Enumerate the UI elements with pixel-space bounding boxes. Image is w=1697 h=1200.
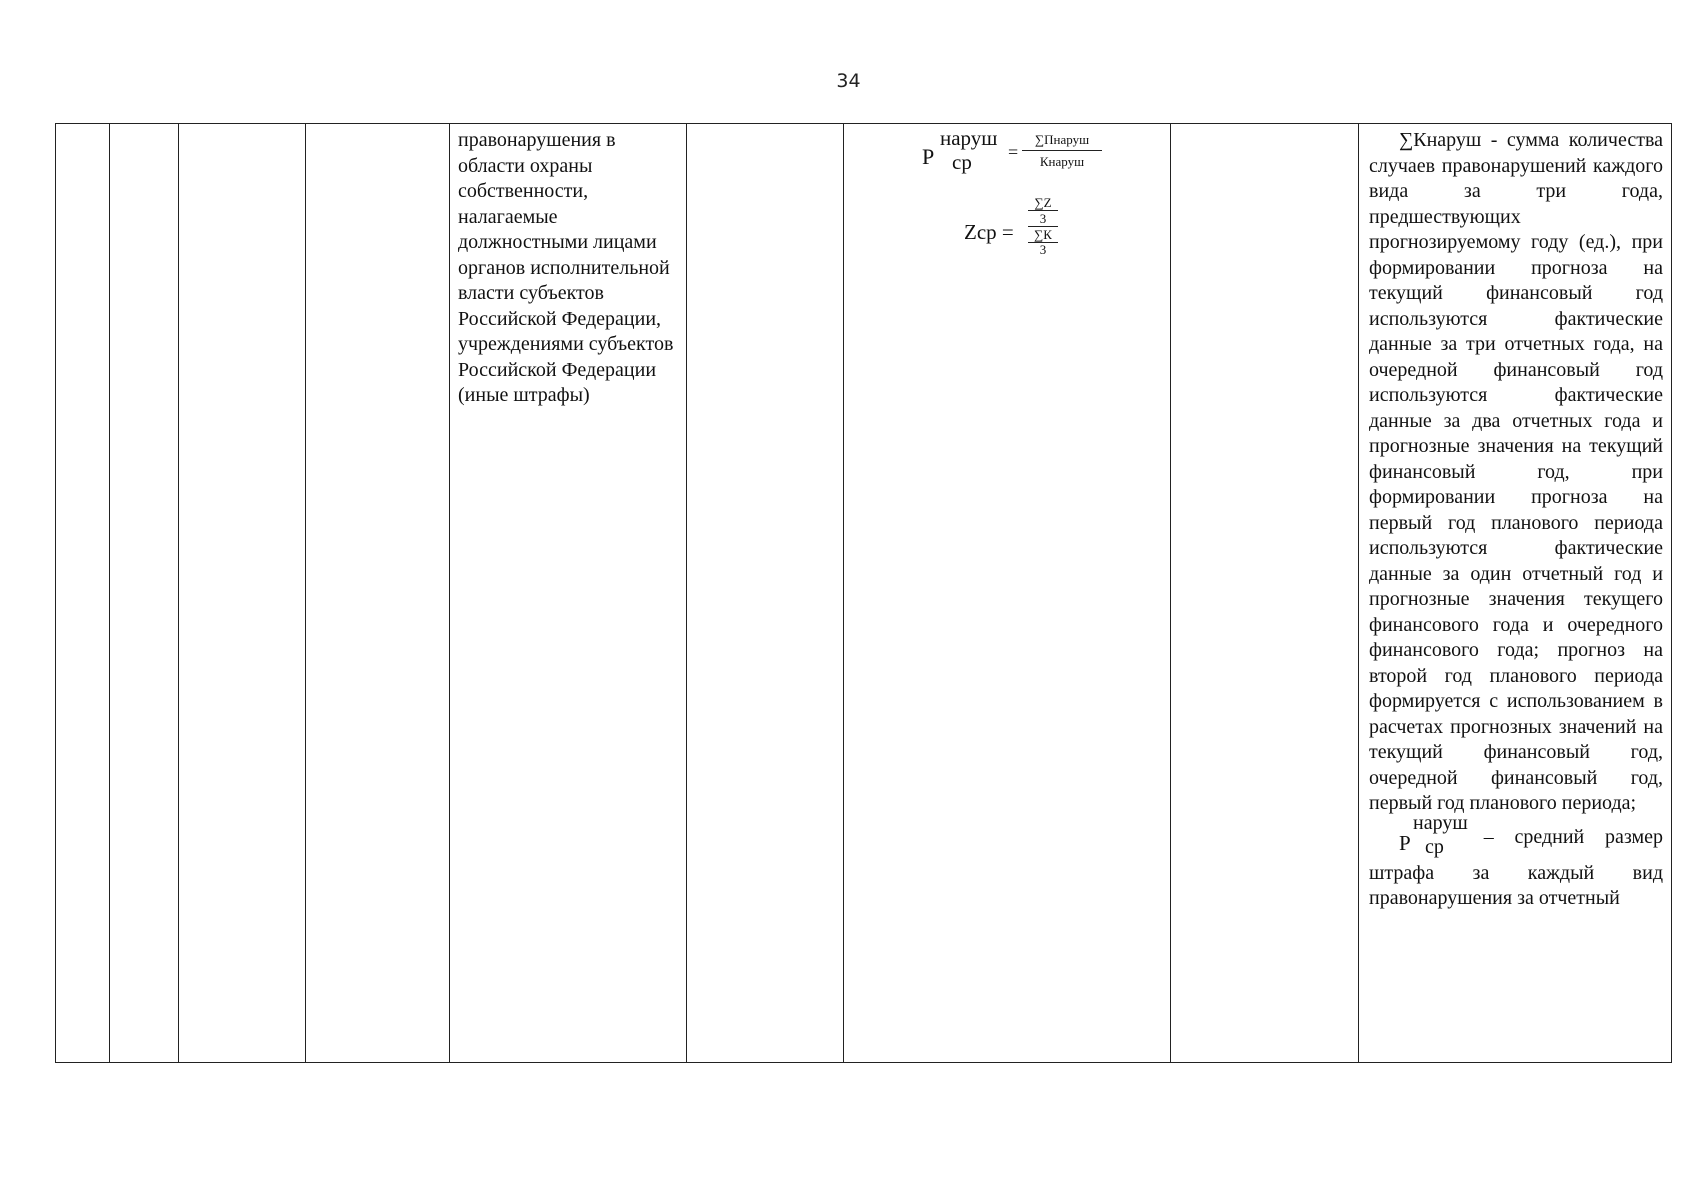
description-paragraph-2-text: – средний размер штрафа за каждый вид правонарушения за отчетный xyxy=(1369,825,1663,909)
page-number: 34 xyxy=(836,70,861,92)
revenue-description: правонарушения в области охраны собственности, налагаемые должностными лицами органов исполнительной власти субъектов Российской Федерации, учреждениями субъектов Российской Федерации (иные штрафы) xyxy=(458,129,674,406)
formula2-top-numerator: ∑Z xyxy=(1028,196,1058,211)
formula2-label: Zср = xyxy=(964,220,1014,244)
average-fine-symbol: Р наруш ср xyxy=(1399,811,1468,858)
formula-cell xyxy=(844,124,1171,1063)
variables-description xyxy=(1359,124,1671,912)
formula1-numerator: ∑Пнаруш xyxy=(1022,132,1102,151)
formula1-superscript: наруш xyxy=(940,126,998,150)
table-cell-col1 xyxy=(56,124,110,1063)
table-cell-col8 xyxy=(1171,124,1359,1063)
table-cell-col9 xyxy=(1359,124,1672,1063)
description-paragraph-1: ∑Кнаруш - сумма количества случаев правонарушений каждого вида за три года, предшествующих прогнозируемому году (ед.), при формировании прогноза на текущий финансовый год используются фактические данные за три отчетных года, на очередной финансовый год используются фактические данные за два отчетных года и прогнозные значения на текущий финансовый год, при формировании прогноза на первый год планового периода используются фактические данные за один отчетный год и прогнозные значения текущего финансового года и очередного финансового года; прогноз на второй год планового периода формируется с использованием в расчетах прогнозных значений на текущий финансовый год, очередной финансовый год, первый год планового периода; xyxy=(1369,129,1663,814)
formula2-top-denominator: 3 xyxy=(1028,212,1058,227)
formula2-bottom-denominator: 3 xyxy=(1039,242,1047,257)
table-cell-col4 xyxy=(306,124,450,1063)
formula1-base: Р xyxy=(922,144,935,169)
formula1-equals: = xyxy=(1008,142,1019,162)
description-paragraph-2 xyxy=(1369,811,1663,912)
table-cell-col3 xyxy=(179,124,306,1063)
formula1-subscript: ср xyxy=(952,150,972,174)
formula2-bottom-numerator: ∑К xyxy=(1028,228,1058,243)
formula1-fraction xyxy=(1022,132,1102,170)
formula2-fraction xyxy=(1028,196,1058,257)
data-table xyxy=(55,123,1672,1063)
table-cell-col5 xyxy=(450,124,687,1063)
table-cell-col6 xyxy=(687,124,844,1063)
table-cell-col2 xyxy=(110,124,179,1063)
formula1-denominator: Кнаруш xyxy=(1039,154,1085,169)
